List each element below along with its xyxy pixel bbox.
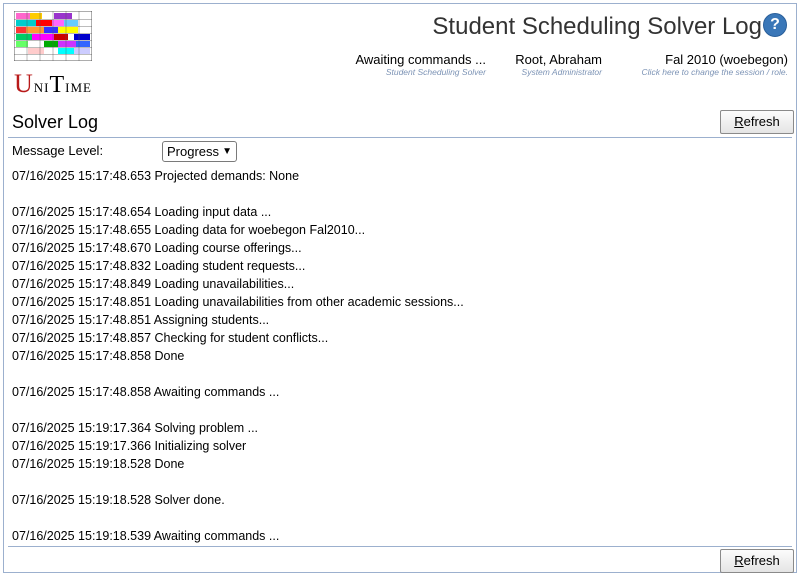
log-line: 07/16/2025 15:17:48.851 Loading unavailabilities from other academic sessions...: [12, 295, 464, 309]
solver-status[interactable]: [355, 52, 486, 77]
bottom-divider: [8, 546, 792, 547]
refresh-button-top[interactable]: [720, 110, 794, 134]
logo-letters-ime: ime: [65, 76, 93, 96]
user-role: System Administrator: [521, 67, 602, 77]
logo-letters-ni: ni: [33, 76, 50, 96]
logo-grid-icon: [14, 11, 92, 61]
log-blank-line: [12, 365, 464, 383]
log-line: 07/16/2025 15:17:48.832 Loading student requests...: [12, 259, 306, 273]
solver-status-text: Awaiting commands ...: [355, 52, 486, 67]
log-line: 07/16/2025 15:17:48.858 Awaiting commands ...: [12, 385, 280, 399]
log-line: 07/16/2025 15:17:48.858 Done: [12, 349, 185, 363]
logo-letter-t: T: [49, 72, 66, 98]
solver-log: [12, 167, 464, 545]
log-line: 07/16/2025 15:19:17.364 Solving problem ...: [12, 421, 259, 435]
section-title: Solver Log: [12, 112, 99, 132]
solver-status-caption: Student Scheduling Solver: [385, 67, 486, 77]
log-blank-line: [12, 473, 464, 491]
log-line: 07/16/2025 15:19:18.539 Awaiting commands ...: [12, 529, 280, 543]
message-level-value: Progress: [167, 144, 220, 159]
message-level-label: Message Level:: [12, 143, 104, 158]
logo-wordmark: [14, 69, 92, 99]
session-name: Fal 2010 (woebegon): [665, 52, 788, 67]
refresh-label: Refresh: [734, 553, 780, 568]
page-title: Student Scheduling Solver Log: [432, 13, 762, 40]
log-line: 07/16/2025 15:17:48.670 Loading course offerings...: [12, 241, 302, 255]
refresh-button-bottom[interactable]: [720, 549, 794, 573]
message-level-select[interactable]: [162, 141, 237, 162]
user-info[interactable]: [515, 52, 602, 77]
log-line: 07/16/2025 15:19:18.528 Solver done.: [12, 493, 225, 507]
session-change-hint: Click here to change the session / role.: [641, 67, 788, 77]
log-line: 07/16/2025 15:19:17.366 Initializing solver: [12, 439, 247, 453]
log-line: 07/16/2025 15:17:48.654 Loading input data ...: [12, 205, 272, 219]
log-line: 07/16/2025 15:17:48.849 Loading unavailabilities...: [12, 277, 295, 291]
log-line: 07/16/2025 15:17:48.851 Assigning students...: [12, 313, 270, 327]
chevron-down-icon: ▼: [222, 146, 232, 157]
section-divider: [8, 137, 792, 138]
logo-letter-u: U: [14, 69, 34, 98]
log-line: 07/16/2025 15:17:48.653 Projected demands: None: [12, 169, 300, 183]
help-icon[interactable]: ?: [763, 13, 787, 37]
unitime-logo[interactable]: [14, 11, 94, 98]
session-selector[interactable]: [642, 52, 788, 77]
refresh-label: Refresh: [734, 114, 780, 129]
log-blank-line: [12, 509, 464, 527]
log-line: 07/16/2025 15:17:48.655 Loading data for woebegon Fal2010...: [12, 223, 366, 237]
log-blank-line: [12, 401, 464, 419]
page-frame: [3, 3, 797, 573]
log-blank-line: [12, 185, 464, 203]
log-line: 07/16/2025 15:17:48.857 Checking for student conflicts...: [12, 331, 329, 345]
log-line: 07/16/2025 15:19:18.528 Done: [12, 457, 185, 471]
user-name: Root, Abraham: [515, 52, 602, 67]
